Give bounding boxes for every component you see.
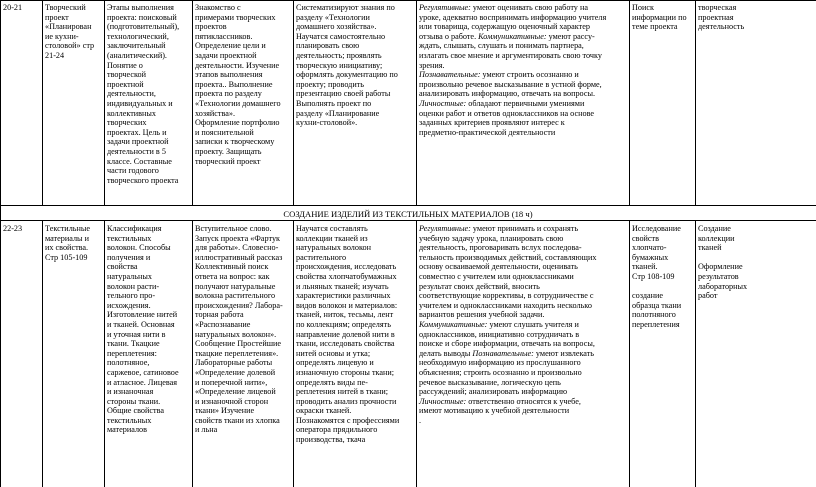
search-activity: Поиск информации по теме проекта [632, 3, 687, 32]
uud-label-regulative: Регулятивные: [419, 224, 471, 233]
search-activity: Исследование свойств хлопчато- бумажных тканей. Стр 108-109 создание образца ткани полотняного переплетения [632, 224, 682, 329]
lesson-number: 20-21 [3, 3, 23, 12]
student-activity: Научатся составлять коллекции тканей из натуральных волокон растительного происхождения, исследовать свойства хлопчатобумажных и льняных тканей; изучать характеристики различных видов волокон и материалов: тканей, ниток, тесьмы, лент по коллекциям; определять направление долевой нити в ткани, исследовать свойства нитей основы и утка; определять лицевую и изнаночную стороны ткани; определять виды пе- реплетения нитей в ткани; проводить анализ прочности окраски тканей. Познакомятся с профессиями оператора прядильного производства, ткача [296, 224, 400, 445]
uud-label-personal: Личностные: [419, 98, 467, 108]
teacher-activity: Знакомство с примерами творческих проектов пятиклассников. Определение цели и задачи проектной деятельности. Изучение этапов выполнения проекта.. Выполнение проекта по разделу «Технологии домашнего хозяйства». Оформление портфолио и пояснительной записки к творческому проекту. Защищать творческий проект [195, 3, 281, 166]
uud-label-regulative: Регулятивные: [419, 3, 471, 12]
uud-text-personal: ответственно относятся к учебе, имеют мотивацию к учебной деятельности . [419, 396, 581, 425]
col-line-8 [695, 0, 696, 205]
uud-text-cognitive: умеют строить осознанно и произвольно речевое высказывание в устной форме, анализировать информацию, отвечать на вопросы. [419, 70, 602, 99]
col-line-6b [416, 220, 417, 487]
uud-label-communicative: Коммуникативные: [478, 31, 547, 41]
uud-text-communicative: умеют слушать учителя и одноклассников, инициативно сотрудничать в поиске и сборе информации, отвечать на вопросы, делать выводы [419, 319, 595, 358]
uud-text-regulative: умеют оценивать свою работу на уроке, адекватно воспринимать информацию учителя или товарища, содержащую оценочный характер отзыва о работе. [419, 3, 607, 41]
content-elements: Классификация текстильных волокон. Способы получения и свойства натуральных волокон расти- тельного про- исхождения. Изготовление нитей и тканей. Основная и уточная нити в ткани. Ткацкие переплетения: полотняное, саржевое, сатиновое и атласное. Лицевая и изнаночная стороны ткани. Общие свойства текстильных материалов [107, 224, 179, 435]
uud-label-cognitive: Познавательные: [419, 70, 481, 80]
col-line-2b [42, 220, 43, 487]
col-line-4b [192, 220, 193, 487]
section-title: СОЗДАНИЕ ИЗДЕЛИЙ ИЗ ТЕКСТИЛЬНЫХ МАТЕРИАЛОВ (18 ч) [283, 209, 533, 219]
uud-text-communicative: умеют рассу- ждать, слышать, слушать и понимать партнера, излагать свое мнение и аргументировать свою точку зрения. [419, 31, 602, 70]
table-top-border [0, 0, 816, 1]
row-separator-1 [0, 205, 816, 206]
col-line-3b [104, 220, 105, 487]
uud-text-cognitive: умеют извлекать необходимую информацию из прослушанного объяснения; строить осознанно и произвольно речевое высказывание, логическую цепь рассуждений; анализировать информацию [419, 348, 595, 397]
content-elements: Этапы выполнения проекта: поисковый (подготовительный), технологический, заключительный (аналитический). Понятие о творческой проектной деятельности, индивидуальных и коллективных творческих проектах. Цель и задачи проектной деятельности в 5 классе. Составные части годового творческого проекта [107, 3, 180, 185]
col-line-6 [416, 0, 417, 205]
lesson-topic: Текстильные материалы и их свойства. Стр 105-109 [45, 224, 91, 262]
uud-text-regulative: умеют принимать и сохранять учебную задачу урока, планировать свою деятельность, проговаривать вслух последова- тельность производимых действий, составляющих основу осваиваемой деятельности, оценивать совместно с учителем или одноклассниками результат своих действий, вносить соответствующие коррективы, в сотрудничестве с учителем и одноклассниками находить несколько вариантов решения учебной задачи. [419, 224, 597, 320]
uud-description [419, 224, 629, 425]
teacher-activity: Вступительное слово. Запуск проекта «Фартук для работы». Словесно- иллюстративный рассказ Коллективный поиск ответа на вопрос: как получают натуральные волокна растительного происхождения? Лабора- торная работа «Распознавание натуральных волокон». Сообщение Простейшие ткацкие переплетения». Лабораторные работы «Определение долевой и поперечной нити», «Определение лицевой и изнаночной сторон ткани» Изучение свойств ткани из хлопка и льна [195, 224, 283, 435]
uud-description [419, 3, 629, 137]
col-line-5 [293, 0, 294, 205]
col-line-7b [629, 220, 630, 487]
result-form: Создание коллекции тканей Оформление результатов лабораторных работ [698, 224, 748, 301]
col-line-2 [42, 0, 43, 205]
lesson-topic: Творческий проект «Планирован ие кухни- столовой» стр 21-24 [45, 3, 95, 60]
uud-label-communicative: Коммуникативные: [419, 319, 488, 329]
col-line-5b [293, 220, 294, 487]
col-line-7 [629, 0, 630, 205]
col-line-4 [192, 0, 193, 205]
uud-label-personal: Личностные: [419, 396, 467, 406]
row-separator-2 [0, 220, 816, 221]
lesson-number: 22-23 [3, 224, 23, 233]
uud-label-cognitive: Познавательные: [472, 348, 534, 358]
result-form: творческая проектная деятельность [698, 3, 745, 32]
uud-text-personal: обладают первичными умениями оценки работ и ответов одноклассников на основе заданных критериев проявляют интерес к предметно-практической деятельности [419, 98, 595, 137]
col-line-3 [104, 0, 105, 205]
student-activity: Систематизируют знания по разделу «Технологии домашнего хозяйства». Научатся самостоятельно планировать свою деятельность; проявлять творческую инициативу; оформлять документацию по проекту; проводить презентацию своей работы Выполнять проект по разделу «Планирование кухни-столовой». [296, 3, 398, 128]
col-line-1 [0, 0, 1, 487]
col-line-8b [695, 220, 696, 487]
